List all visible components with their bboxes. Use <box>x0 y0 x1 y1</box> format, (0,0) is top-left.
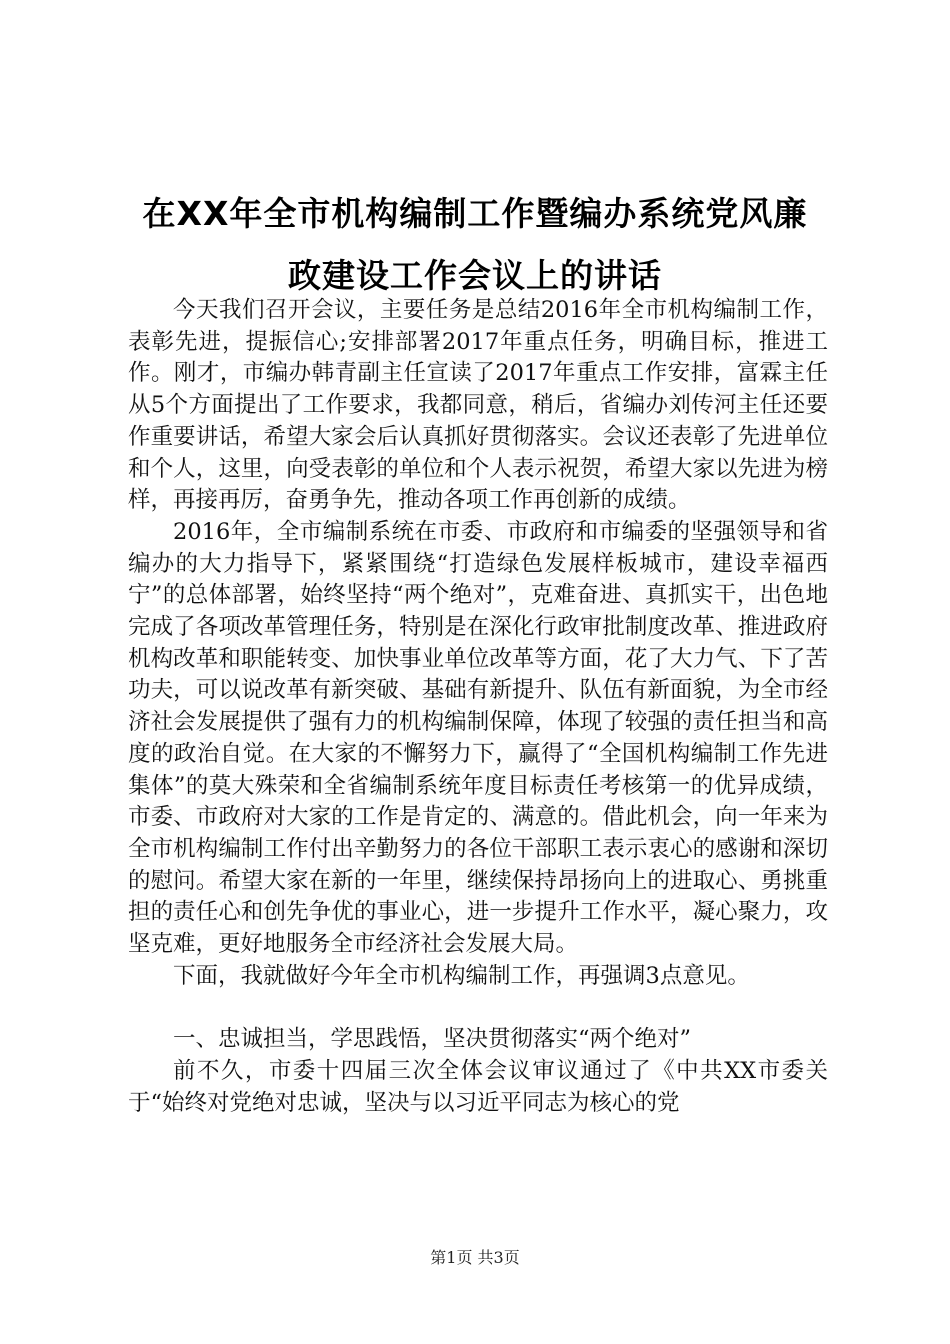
document-body <box>128 295 828 1119</box>
paragraph-3: 下面，我就做好今年全市机构编制工作，再强调3点意见。 <box>173 962 750 989</box>
section-heading: 一、忠诚担当，学思践悟，坚决贯彻落实“两个绝对” <box>173 1026 692 1053</box>
document-title-line-1: 在XX年全市机构编制工作暨编办系统党风廉 <box>142 194 808 233</box>
paragraph-2: 2016年，全市编制系统在市委、市政府和市编委的坚强领导和省编办的大力指导下，紧紧围绕“打造绿色发展样板城市，建设幸福西宁”的总体部署，始终坚持“两个绝对”，克难奋进、真抓实干，出色地完成了各项改革管理任务，特别是在深化行政审批制度改革、推进政府机构改革和职能转变、加快事业单位改革等方面，花了大力气、下了苦功夫，可以说改革有新突破、基础有新提升、队伍有新面貌，为全市经济社会发展提供了强有力的机构编制保障，体现了较强的责任担当和高度的政治自觉。在大家的不懈努力下，赢得了“全国机构编制工作先进集体”的莫大殊荣和全省编制系统年度目标责任考核第一的优异成绩，市委、市政府对大家的工作是肯定的、满意的。借此机会，向一年来为全市机构编制工作付出辛勤努力的各位干部职工表示衷心的感谢和深切的慰问。希望大家在新的一年里，继续保持昂扬向上的进取心、勇挑重担的责任心和创先争优的事业心，进一步提升工作水平，凝心聚力，攻坚克难，更好地服务全市经济社会发展大局。 <box>128 518 828 958</box>
page-footer: 第1页 共3页 <box>430 1248 520 1267</box>
document-title-line-2: 政建设工作会议上的讲话 <box>288 256 662 295</box>
section-paragraph: 前不久，市委十四届三次全体会议审议通过了《中共XX市委关于“始终对党绝对忠诚，坚决与以习近平同志为核心的党 <box>128 1057 828 1116</box>
paragraph-1: 今天我们召开会议，主要任务是总结2016年全市机构编制工作，表彰先进，提振信心;安排部署2017年重点任务，明确目标，推进工作。刚才，市编办韩青副主任宣读了2017年重点工作安排，富霖主任从5个方面提出了工作要求，我都同意，稍后，省编办刘传河主任还要作重要讲话，希望大家会后认真抓好贯彻落实。会议还表彰了先进单位和个人，这里，向受表彰的单位和个人表示祝贺，希望大家以先进为榜样，再接再厉，奋勇争先，推动各项工作再创新的成绩。 <box>128 297 828 514</box>
